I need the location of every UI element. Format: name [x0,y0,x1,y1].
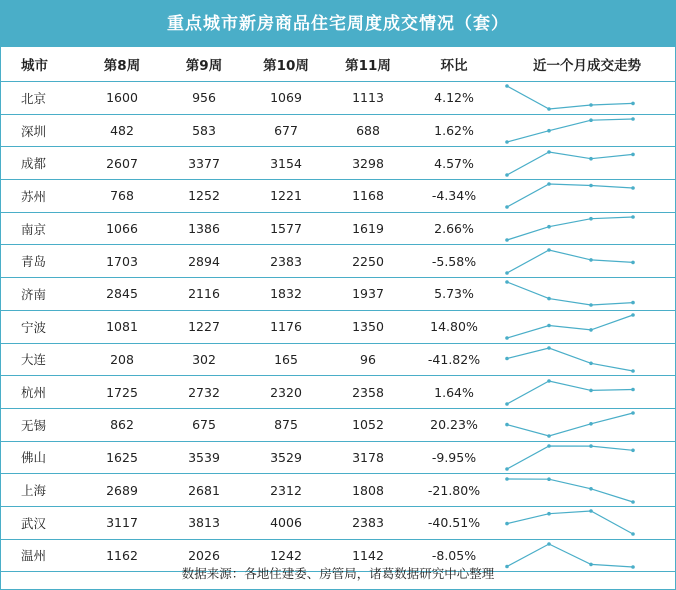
week-value-cell: 2681 [163,474,245,507]
trend-point [547,434,551,438]
week-value-cell: 2358 [327,376,409,409]
trend-sparkline [499,507,675,538]
trend-sparkline [499,344,675,375]
week-value-cell: 768 [81,180,163,213]
source-note: 数据来源：各地住建委、房管局，诸葛数据研究中心整理 [181,566,495,581]
week-value-cell: 3813 [163,506,245,539]
table-row [1,114,675,147]
table-row [1,82,675,115]
city-cell: 北京 [1,82,81,115]
trend-point [589,217,593,221]
week-value-cell: 2845 [81,278,163,311]
trend-line [507,446,633,469]
header-city: 城市 [1,47,81,82]
trend-point [505,281,509,285]
trend-sparkline [499,82,675,113]
city-cell: 青岛 [1,245,81,278]
week-value-cell: 1162 [81,539,163,572]
table-row [1,441,675,474]
trend-point [505,477,509,481]
week-value-cell: 2312 [245,474,327,507]
week-value-cell: 1619 [327,212,409,245]
trend-cell [499,278,675,311]
week-value-cell: 2732 [163,376,245,409]
trend-cell [499,147,675,180]
week-value-cell: 1703 [81,245,163,278]
trend-sparkline [499,180,675,211]
change-cell: 1.64% [409,376,499,409]
week-value-cell: 165 [245,343,327,376]
change-cell: 14.80% [409,310,499,343]
change-cell: -21.80% [409,474,499,507]
trend-sparkline [499,475,675,506]
city-cell: 温州 [1,539,81,572]
week-value-cell: 1937 [327,278,409,311]
city-cell: 成都 [1,147,81,180]
trend-point [547,477,551,481]
trend-point [547,225,551,229]
table-row [1,474,675,507]
change-cell: 4.57% [409,147,499,180]
change-cell: 4.12% [409,82,499,115]
trend-cell [499,114,675,147]
trend-point [631,448,635,452]
trend-point [631,532,635,536]
trend-point [631,152,635,156]
week-value-cell: 1052 [327,408,409,441]
trend-point [631,387,635,391]
trend-line [507,250,633,273]
change-cell: -40.51% [409,506,499,539]
week-value-cell: 675 [163,408,245,441]
trend-line [507,381,633,404]
table-row [1,212,675,245]
city-cell: 苏州 [1,180,81,213]
change-cell: -5.58% [409,245,499,278]
city-cell: 武汉 [1,506,81,539]
week-value-cell: 2320 [245,376,327,409]
week-value-cell: 2383 [245,245,327,278]
trend-point [505,206,509,210]
trend-point [589,304,593,308]
week-value-cell: 677 [245,114,327,147]
city-cell: 杭州 [1,376,81,409]
week-value-cell: 3154 [245,147,327,180]
change-cell: 5.73% [409,278,499,311]
trend-sparkline [499,377,675,408]
week-value-cell: 2383 [327,506,409,539]
trend-point [547,324,551,328]
trend-line [507,479,633,502]
week-value-cell: 1221 [245,180,327,213]
trend-point [589,444,593,448]
change-cell: 1.62% [409,114,499,147]
change-cell: -41.82% [409,343,499,376]
trend-point [631,369,635,373]
city-cell: 济南 [1,278,81,311]
week-value-cell: 688 [327,114,409,147]
city-cell: 深圳 [1,114,81,147]
trend-point [547,444,551,448]
trend-cell [499,343,675,376]
trend-point [547,150,551,154]
header-week9: 第9周 [163,47,245,82]
data-table [1,47,675,572]
trend-line [507,152,633,175]
week-value-cell: 2026 [163,539,245,572]
week-value-cell: 4006 [245,506,327,539]
table-row [1,180,675,213]
trend-point [589,328,593,332]
table-row [1,278,675,311]
trend-point [589,104,593,108]
trend-cell [499,506,675,539]
trend-line [507,413,633,436]
week-value-cell: 1069 [245,82,327,115]
change-cell: -9.95% [409,441,499,474]
trend-point [505,336,509,340]
trend-sparkline [499,213,675,244]
city-cell: 宁波 [1,310,81,343]
trend-point [505,140,509,144]
trend-cell [499,82,675,115]
trend-point [631,187,635,191]
week-value-cell: 1242 [245,539,327,572]
week-value-cell: 583 [163,114,245,147]
table-row [1,147,675,180]
header-week8: 第8周 [81,47,163,82]
trend-point [505,467,509,471]
trend-point [589,422,593,426]
trend-point [547,108,551,112]
trend-point [505,357,509,361]
week-value-cell: 1113 [327,82,409,115]
trend-point [589,388,593,392]
trend-point [547,542,551,546]
trend-point [631,215,635,219]
week-value-cell: 1600 [81,82,163,115]
trend-point [631,102,635,106]
trend-point [547,248,551,252]
trend-cell [499,212,675,245]
trend-point [631,500,635,504]
week-value-cell: 208 [81,343,163,376]
trend-line [507,348,633,371]
trend-line [507,315,633,338]
trend-cell [499,408,675,441]
week-value-cell: 2689 [81,474,163,507]
trend-cell [499,474,675,507]
trend-point [631,313,635,317]
week-value-cell: 2894 [163,245,245,278]
table-title: 重点城市新房商品住宅周度成交情况（套） [1,1,675,47]
trend-point [631,260,635,264]
trend-point [547,129,551,133]
city-cell: 南京 [1,212,81,245]
trend-cell [499,441,675,474]
trend-cell [499,180,675,213]
week-value-cell: 1142 [327,539,409,572]
week-value-cell: 1725 [81,376,163,409]
week-value-cell: 96 [327,343,409,376]
city-cell: 上海 [1,474,81,507]
week-value-cell: 2116 [163,278,245,311]
table-row [1,310,675,343]
week-value-cell: 482 [81,114,163,147]
trend-point [505,423,509,427]
week-value-cell: 1168 [327,180,409,213]
week-value-cell: 3298 [327,147,409,180]
trend-point [589,509,593,513]
trend-sparkline [499,278,675,309]
week-value-cell: 1252 [163,180,245,213]
week-value-cell: 1625 [81,441,163,474]
week-value-cell: 1066 [81,212,163,245]
trend-point [505,238,509,242]
trend-point [631,411,635,415]
week-value-cell: 875 [245,408,327,441]
trend-point [631,117,635,121]
change-cell: 20.23% [409,408,499,441]
trend-line [507,217,633,240]
header-week10: 第10周 [245,47,327,82]
week-value-cell: 862 [81,408,163,441]
trend-sparkline [499,442,675,473]
header-week11: 第11周 [327,47,409,82]
trend-point [589,184,593,188]
trend-point [547,346,551,350]
trend-sparkline [499,148,675,179]
week-value-cell: 3377 [163,147,245,180]
trend-point [505,271,509,275]
city-cell: 无锡 [1,408,81,441]
trend-cell [499,245,675,278]
change-cell: -8.05% [409,539,499,572]
trend-point [589,157,593,161]
trend-line [507,184,633,207]
week-value-cell: 3117 [81,506,163,539]
week-value-cell: 1081 [81,310,163,343]
week-value-cell: 956 [163,82,245,115]
table-row [1,376,675,409]
table-row [1,506,675,539]
city-cell: 佛山 [1,441,81,474]
week-value-cell: 1577 [245,212,327,245]
week-value-cell: 1176 [245,310,327,343]
week-value-cell: 1808 [327,474,409,507]
week-value-cell: 302 [163,343,245,376]
trend-point [505,402,509,406]
trend-point [547,379,551,383]
header-trend: 近一个月成交走势 [499,47,675,82]
trend-point [589,361,593,365]
trend-line [507,119,633,142]
header-row [1,47,675,82]
week-value-cell: 3529 [245,441,327,474]
trend-sparkline [499,311,675,342]
trend-point [505,173,509,177]
week-value-cell: 3539 [163,441,245,474]
trend-line [507,282,633,305]
table-row [1,408,675,441]
trend-sparkline [499,246,675,277]
trend-point [589,487,593,491]
week-value-cell: 2607 [81,147,163,180]
trend-line [507,511,633,534]
trend-point [547,183,551,187]
change-cell: -4.34% [409,180,499,213]
trend-point [505,522,509,526]
week-value-cell: 1350 [327,310,409,343]
trend-sparkline [499,409,675,440]
trend-point [589,118,593,122]
trend-point [547,297,551,301]
trend-cell [499,376,675,409]
week-value-cell: 1386 [163,212,245,245]
change-cell: 2.66% [409,212,499,245]
table-row [1,343,675,376]
header-change: 环比 [409,47,499,82]
table-row [1,245,675,278]
trend-point [505,85,509,89]
trend-point [589,258,593,262]
trend-sparkline [499,115,675,146]
trend-line [507,86,633,109]
city-cell: 大连 [1,343,81,376]
trend-point [631,301,635,305]
week-value-cell: 1227 [163,310,245,343]
table-body [1,82,675,572]
trend-point [547,512,551,516]
week-value-cell: 2250 [327,245,409,278]
trend-cell [499,310,675,343]
week-value-cell: 1832 [245,278,327,311]
week-value-cell: 3178 [327,441,409,474]
